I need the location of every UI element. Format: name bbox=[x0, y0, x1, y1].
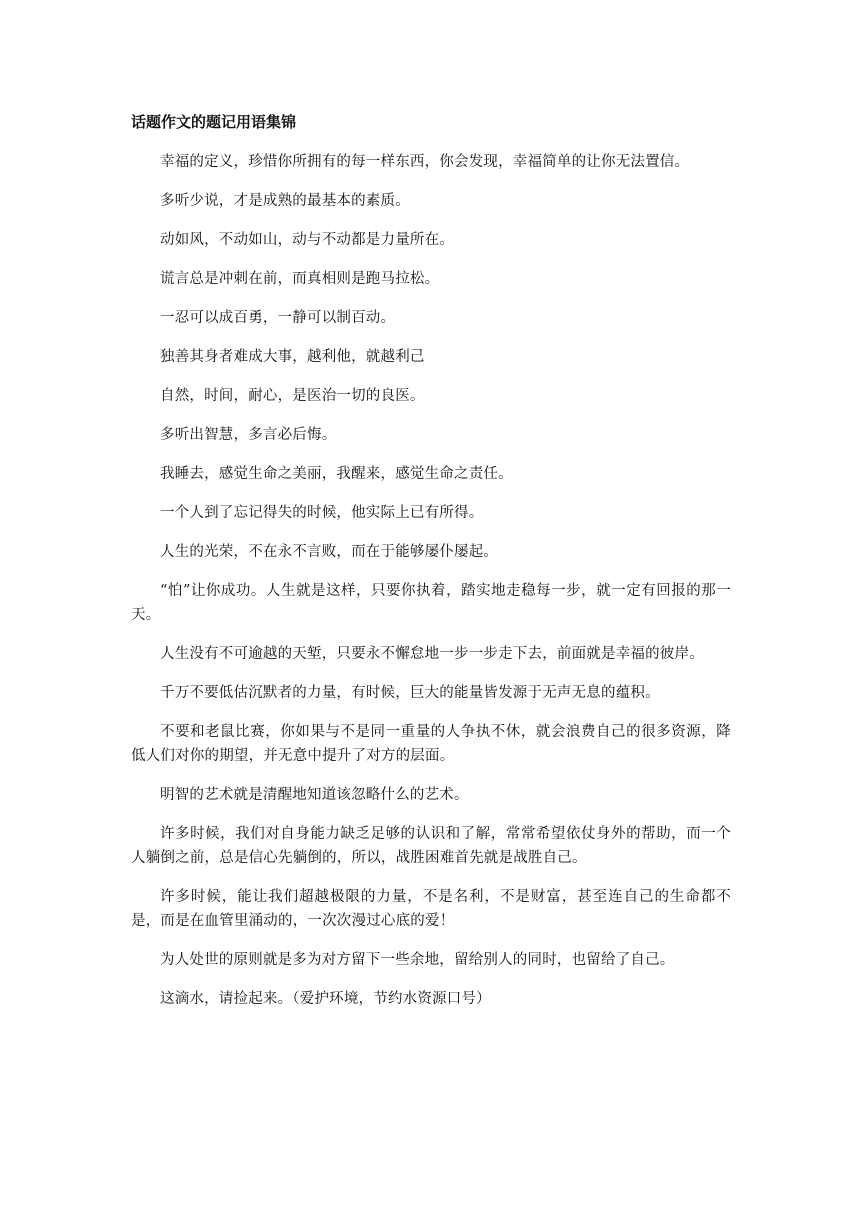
paragraph: 人生没有不可逾越的天堑，只要永不懈怠地一步一步走下去，前面就是幸福的彼岸。 bbox=[160, 646, 704, 662]
paragraph: 明智的艺术就是清醒地知道该忽略什么的艺术。 bbox=[160, 787, 469, 803]
paragraph: 一个人到了忘记得失的时候，他实际上已有所得。 bbox=[160, 505, 484, 521]
paragraph: 幸福的定义，珍惜你所拥有的每一样东西，你会发现，幸福简单的让你无法置信。 bbox=[160, 154, 690, 170]
paragraph: 自然，时间，耐心，是医治一切的良医。 bbox=[160, 388, 425, 404]
paragraph: 为人处世的原则就是多为对方留下一些余地，留给别人的同时，也留给了自己。 bbox=[160, 952, 675, 968]
paragraph: 我睡去，感觉生命之美丽，我醒来，感觉生命之责任。 bbox=[160, 466, 513, 482]
paragraph: 动如风，不动如山，动与不动都是力量所在。 bbox=[160, 232, 454, 248]
paragraph: 许多时候，我们对自身能力缺乏足够的认识和了解，常常希望依仗身外的帮助，而一个人躺倒之前，总是信心先躺倒的，所以，战胜困难首先就是战胜自己。 bbox=[131, 826, 731, 866]
paragraph: 千万不要低估沉默者的力量，有时候，巨大的能量皆发源于无声无息的蕴积。 bbox=[160, 685, 660, 701]
paragraph: 多听少说，才是成熟的最基本的素质。 bbox=[160, 193, 410, 209]
paragraph: 谎言总是冲刺在前，而真相则是跑马拉松。 bbox=[160, 271, 440, 287]
document-body bbox=[131, 150, 731, 1026]
paragraph: 不要和老鼠比赛，你如果与不是同一重量的人争执不休，就会浪费自己的很多资源，降低人们对你的期望，并无意中提升了对方的层面。 bbox=[131, 724, 731, 764]
paragraph: 多听出智慧，多言必后悔。 bbox=[160, 427, 337, 443]
paragraph: 人生的光荣，不在永不言败，而在于能够屡仆屡起。 bbox=[160, 544, 499, 560]
document-title: 话题作文的题记用语集锦 bbox=[131, 113, 297, 131]
paragraph: 独善其身者难成大事，越利他，就越利己 bbox=[160, 349, 425, 365]
paragraph: 这滴水，请捡起来。（爱护环境，节约水资源口号） bbox=[160, 991, 491, 1007]
paragraph: 一忍可以成百勇，一静可以制百动。 bbox=[160, 310, 396, 326]
paragraph: “怕”让你成功。人生就是这样，只要你执着，踏实地走稳每一步，就一定有回报的那一天。 bbox=[131, 583, 731, 623]
paragraph: 许多时候，能让我们超越极限的力量，不是名利，不是财富，甚至连自己的生命都不是，而是在血管里涌动的，一次次漫过心底的爱！ bbox=[131, 889, 731, 929]
